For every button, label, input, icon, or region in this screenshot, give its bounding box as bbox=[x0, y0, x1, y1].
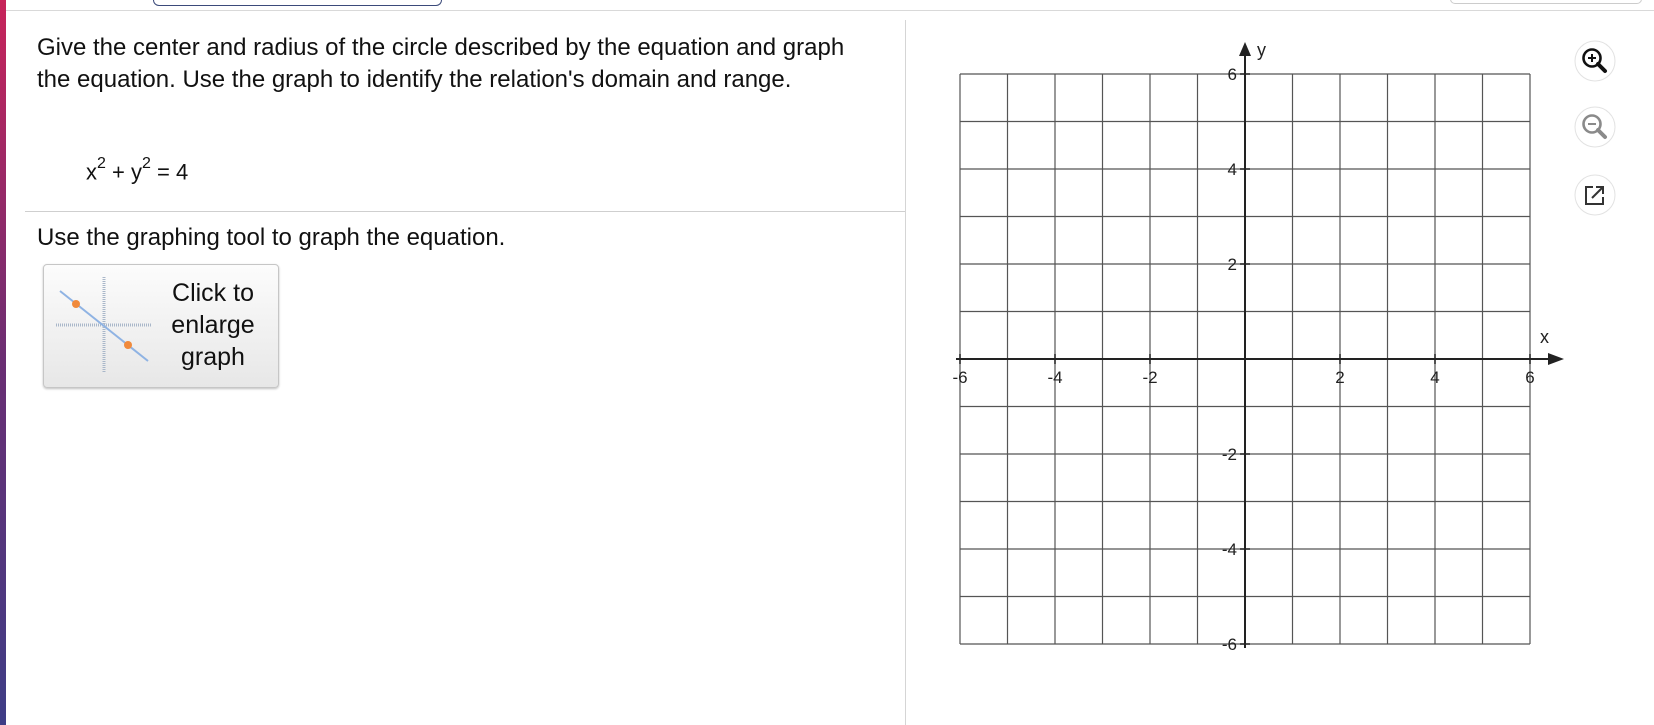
x-tick-label: -2 bbox=[1142, 368, 1158, 387]
enlarge-graph-button[interactable] bbox=[43, 264, 279, 388]
graph-thumbnail-icon bbox=[56, 275, 152, 375]
x-axis-arrow bbox=[1548, 353, 1564, 365]
question-text: Give the center and radius of the circle described by the equation and graph the equation. Use the graph to identify the relation's domain and range. bbox=[37, 34, 845, 93]
axes bbox=[956, 42, 1564, 648]
y-tick-label: -2 bbox=[1221, 445, 1237, 464]
column-divider bbox=[905, 20, 906, 725]
equation-x: x bbox=[86, 159, 97, 185]
coordinate-graph[interactable] bbox=[940, 30, 1580, 660]
y-tick-label: 2 bbox=[1227, 255, 1237, 274]
equation-x-exponent: 2 bbox=[97, 155, 106, 172]
equation-plus: + bbox=[112, 159, 125, 185]
y-tick-label: -6 bbox=[1221, 635, 1237, 654]
y-tick-label: 6 bbox=[1227, 65, 1237, 84]
y-axis-label: y bbox=[1257, 40, 1266, 60]
equation-y: y bbox=[131, 159, 143, 185]
zoom-out-icon[interactable] bbox=[1574, 106, 1616, 148]
left-accent-bar bbox=[0, 0, 6, 725]
equation-rhs: = 4 bbox=[157, 159, 189, 185]
y-axis-arrow bbox=[1239, 42, 1251, 56]
top-divider bbox=[6, 10, 1654, 11]
x-tick-label: 4 bbox=[1430, 368, 1440, 387]
x-tick-label: -6 bbox=[952, 368, 968, 387]
equation-y-exponent: 2 bbox=[142, 155, 151, 172]
y-tick-label: 4 bbox=[1227, 160, 1237, 179]
top-tab[interactable] bbox=[153, 0, 442, 6]
x-tick-label: -4 bbox=[1047, 368, 1063, 387]
top-right-tab[interactable] bbox=[1450, 0, 1642, 4]
section-divider bbox=[25, 211, 905, 212]
popout-icon[interactable] bbox=[1574, 174, 1616, 216]
x-tick-label: 6 bbox=[1525, 368, 1535, 387]
zoom-in-icon[interactable] bbox=[1574, 40, 1616, 82]
x-axis-label: x bbox=[1540, 327, 1549, 347]
graph-instruction: Use the graphing tool to graph the equation. bbox=[37, 224, 506, 251]
equation bbox=[86, 155, 189, 185]
enlarge-graph-label: Click to enlarge graph bbox=[171, 279, 255, 371]
x-tick-label: 2 bbox=[1335, 368, 1345, 387]
y-tick-label: -4 bbox=[1221, 540, 1237, 559]
